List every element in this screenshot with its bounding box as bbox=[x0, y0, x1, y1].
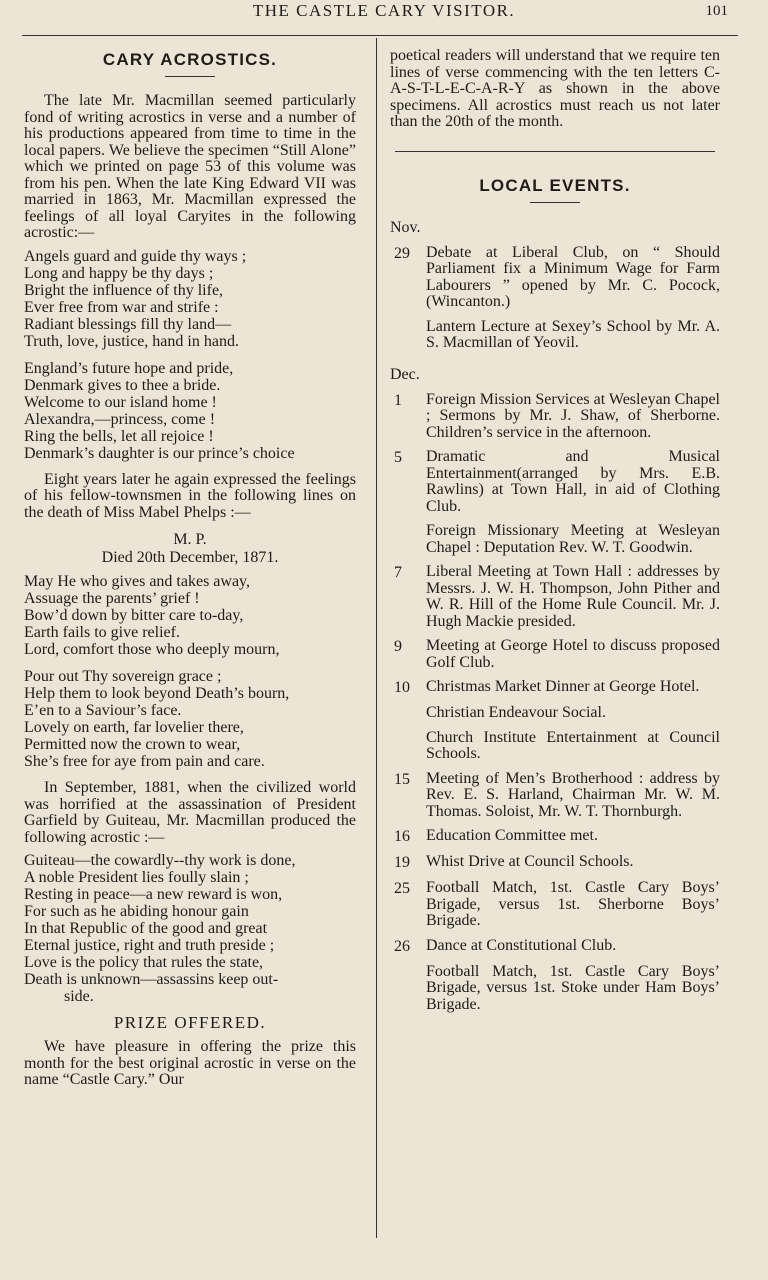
poem-line: In that Republic of the good and great bbox=[24, 920, 268, 937]
poem-line: Radiant blessings fill thy land— bbox=[24, 315, 232, 333]
event-item bbox=[390, 938, 720, 956]
event-item bbox=[390, 705, 720, 722]
left-column bbox=[24, 40, 356, 1095]
event-day: 7 bbox=[394, 564, 402, 581]
poem-3-last-line: side. bbox=[64, 988, 94, 1005]
page-number: 101 bbox=[705, 3, 728, 19]
event-item bbox=[390, 854, 720, 872]
event-text: Lantern Lecture at Sexey’s School by Mr. A. S. Macmillan of Yeovil. bbox=[426, 317, 720, 351]
poem-line: Denmark’s daughter is our prince’s choice bbox=[24, 444, 295, 462]
event-item bbox=[390, 880, 720, 930]
event-item bbox=[390, 638, 720, 671]
event-text: Liberal Meeting at Town Hall : addresses by Messrs. J. W. H. Thompson, John Pither and W. R. Hill of the Home Rule Council. Mr. J. Hugh Mackie presided. bbox=[426, 563, 720, 630]
event-day: 9 bbox=[394, 638, 402, 655]
event-day bbox=[390, 964, 426, 1014]
poem-line: A noble President lies foully slain ; bbox=[24, 869, 249, 886]
poem-line: Ring the bells, let all rejoice ! bbox=[24, 427, 214, 445]
header-rule bbox=[22, 35, 738, 36]
event-day: 1 bbox=[394, 391, 402, 409]
event-item bbox=[390, 449, 720, 515]
acrostic-poem-3 bbox=[24, 852, 356, 1005]
event-text: Foreign Mission Services at Wesleyan Chapel ; Sermons by Mr. J. Shaw, of Sherborne. Children’s service in the afternoon. bbox=[426, 390, 720, 441]
event-text: Foreign Missionary Meeting at Wesleyan Chapel : Deputation Rev. W. T. Goodwin. bbox=[426, 522, 720, 556]
poem-line: Lord, comfort those who deeply mourn, bbox=[24, 641, 280, 658]
poem-line: Denmark gives to thee a bride. bbox=[24, 376, 221, 394]
cary-acrostics-heading: CARY ACROSTICS. bbox=[102, 50, 278, 69]
dec-events bbox=[390, 392, 720, 1014]
poem-line: Angels guard and guide thy ways ; bbox=[24, 247, 247, 265]
nov-events bbox=[390, 245, 720, 352]
event-item bbox=[390, 523, 720, 556]
acrostic-poem-2b bbox=[24, 668, 356, 770]
heading-rule bbox=[530, 202, 580, 203]
event-text: Football Match, 1st. Castle Cary Boys’ Brigade, versus 1st. Sherborne Boys’ Brigade. bbox=[426, 879, 720, 929]
poem-line: Truth, love, justice, hand in hand. bbox=[24, 332, 239, 350]
poem-line: She’s free for aye from pain and care. bbox=[24, 753, 265, 770]
poem-line: Welcome to our island home ! bbox=[24, 393, 217, 411]
poem-line: For such as he abiding honour gain bbox=[24, 903, 249, 920]
right-column bbox=[390, 48, 720, 1021]
month-label-nov: Nov. bbox=[390, 218, 421, 236]
event-text: Christmas Market Dinner at George Hotel. bbox=[426, 678, 700, 695]
second-paragraph: Eight years later he again expressed the feelings of his fellow-townsmen in the following lines on the death of Miss Mabel Phelps :— bbox=[24, 470, 356, 521]
poem-line: Bright the influence of thy life, bbox=[24, 281, 224, 299]
section-rule bbox=[395, 151, 715, 152]
event-item bbox=[390, 730, 720, 763]
event-day: 5 bbox=[394, 449, 402, 466]
event-text: Meeting at George Hotel to discuss proposed Golf Club. bbox=[426, 637, 720, 671]
poem-line: May He who gives and takes away, bbox=[24, 573, 251, 590]
month-label-dec: Dec. bbox=[390, 365, 420, 383]
heading-rule bbox=[165, 76, 215, 77]
event-day bbox=[390, 705, 426, 722]
event-day: 16 bbox=[394, 828, 410, 845]
event-item bbox=[390, 245, 720, 311]
acrostic-poem-1b bbox=[24, 360, 356, 462]
event-day bbox=[390, 730, 426, 763]
event-item bbox=[390, 771, 720, 821]
poem-line: E’en to a Saviour’s face. bbox=[24, 702, 182, 719]
event-item bbox=[390, 964, 720, 1014]
event-day: 29 bbox=[394, 244, 410, 262]
poem-2-subtitle: Died 20th December, 1871. bbox=[101, 549, 279, 566]
event-text: Debate at Liberal Club, on “ Should Parliament fix a Minimum Wage for Farm Labourers ” opened by Mr. C. Pocock, (Wincanton.) bbox=[426, 243, 720, 310]
event-day: 19 bbox=[394, 854, 410, 871]
event-text: Dramatic and Musical Entertainment(arranged by Mrs. E.B. Rawlins) at Town Hall, in aid of Clothing Club. bbox=[426, 448, 720, 515]
event-item bbox=[390, 319, 720, 352]
poem-line: Earth fails to give relief. bbox=[24, 624, 180, 641]
third-paragraph: In September, 1881, when the civilized world was horrified at the assassination of President Garfield by Guiteau, Mr. Macmillan produced the following acrostic :— bbox=[24, 779, 356, 846]
event-day bbox=[390, 319, 426, 352]
event-text: Meeting of Men’s Brotherhood : address by Rev. E. S. Harland, Chairman Mr. W. M. Thomas. Soloist, Mr. W. T. Thornburgh. bbox=[426, 769, 720, 820]
poem-line: Help them to look beyond Death’s bourn, bbox=[24, 685, 290, 702]
poem-line: Death is unknown—assassins keep out- bbox=[24, 971, 279, 988]
poem-line: Ever free from war and strife : bbox=[24, 298, 219, 316]
event-item bbox=[390, 392, 720, 442]
poem-line: Pour out Thy sovereign grace ; bbox=[24, 668, 222, 685]
acrostic-poem-2a bbox=[24, 573, 356, 658]
continued-paragraph: poetical readers will understand that we require ten lines of verse commencing with the ten letters C-A-S-T-L-E-C-A-R-Y as shown in the above specimens. All acrostics must reach us not later than the 20th of the month. bbox=[390, 47, 720, 130]
event-text: Football Match, 1st. Castle Cary Boys’ Brigade, versus 1st. Stoke under Ham Boys’ Brigade. bbox=[426, 962, 720, 1013]
prize-paragraph: We have pleasure in offering the prize this month for the best original acrostic in verse on the name “Castle Cary.” Our bbox=[24, 1038, 356, 1088]
poem-line: Eternal justice, right and truth preside ; bbox=[24, 937, 275, 954]
event-item bbox=[390, 679, 720, 697]
event-day: 26 bbox=[394, 937, 410, 955]
event-text: Church Institute Entertainment at Council Schools. bbox=[426, 728, 720, 762]
local-events-heading: LOCAL EVENTS. bbox=[479, 175, 631, 195]
poem-line: Long and happy be thy days ; bbox=[24, 264, 214, 282]
poem-line: Love is the policy that rules the state, bbox=[24, 954, 264, 971]
poem-2-title: M. P. bbox=[173, 531, 207, 548]
column-divider bbox=[376, 38, 377, 1238]
poem-line: England’s future hope and pride, bbox=[24, 359, 234, 377]
event-day: 25 bbox=[394, 880, 410, 897]
poem-line: Permitted now the crown to wear, bbox=[24, 736, 241, 753]
event-day bbox=[390, 523, 426, 556]
prize-offered-heading: PRIZE OFFERED. bbox=[113, 1013, 267, 1032]
poem-line: Resting in peace—a new reward is won, bbox=[24, 886, 283, 903]
event-day: 15 bbox=[394, 770, 410, 788]
poem-line: Guiteau—the cowardly--thy work is done, bbox=[24, 852, 296, 869]
event-item bbox=[390, 564, 720, 630]
running-header-title: THE CASTLE CARY VISITOR. bbox=[252, 1, 516, 20]
event-text: Christian Endeavour Social. bbox=[426, 704, 606, 721]
event-item bbox=[390, 828, 720, 846]
poem-line: Lovely on earth, far lovelier there, bbox=[24, 719, 244, 736]
intro-paragraph: The late Mr. Macmillan seemed particularly fond of writing acrostics in verse and a number of his productions appeared from time to time in the local papers. We believe the specimen “Still Alone” which we printed on page 53 of this volume was from his pen. When the late King Edward VII was married in 1863, Mr. Macmillan expressed the feelings of all loyal Caryites in the following acrostic:— bbox=[24, 92, 356, 241]
event-day: 10 bbox=[394, 679, 410, 696]
acrostic-poem-1a bbox=[24, 248, 356, 350]
poem-line: Alexandra,—princess, come ! bbox=[24, 410, 216, 428]
poem-line: Bow’d down by bitter care to-day, bbox=[24, 607, 244, 624]
event-text: Education Committee met. bbox=[426, 827, 598, 844]
event-text: Whist Drive at Council Schools. bbox=[426, 853, 634, 870]
poem-line: Assuage the parents’ grief ! bbox=[24, 590, 200, 607]
event-text: Dance at Constitutional Club. bbox=[426, 936, 617, 954]
